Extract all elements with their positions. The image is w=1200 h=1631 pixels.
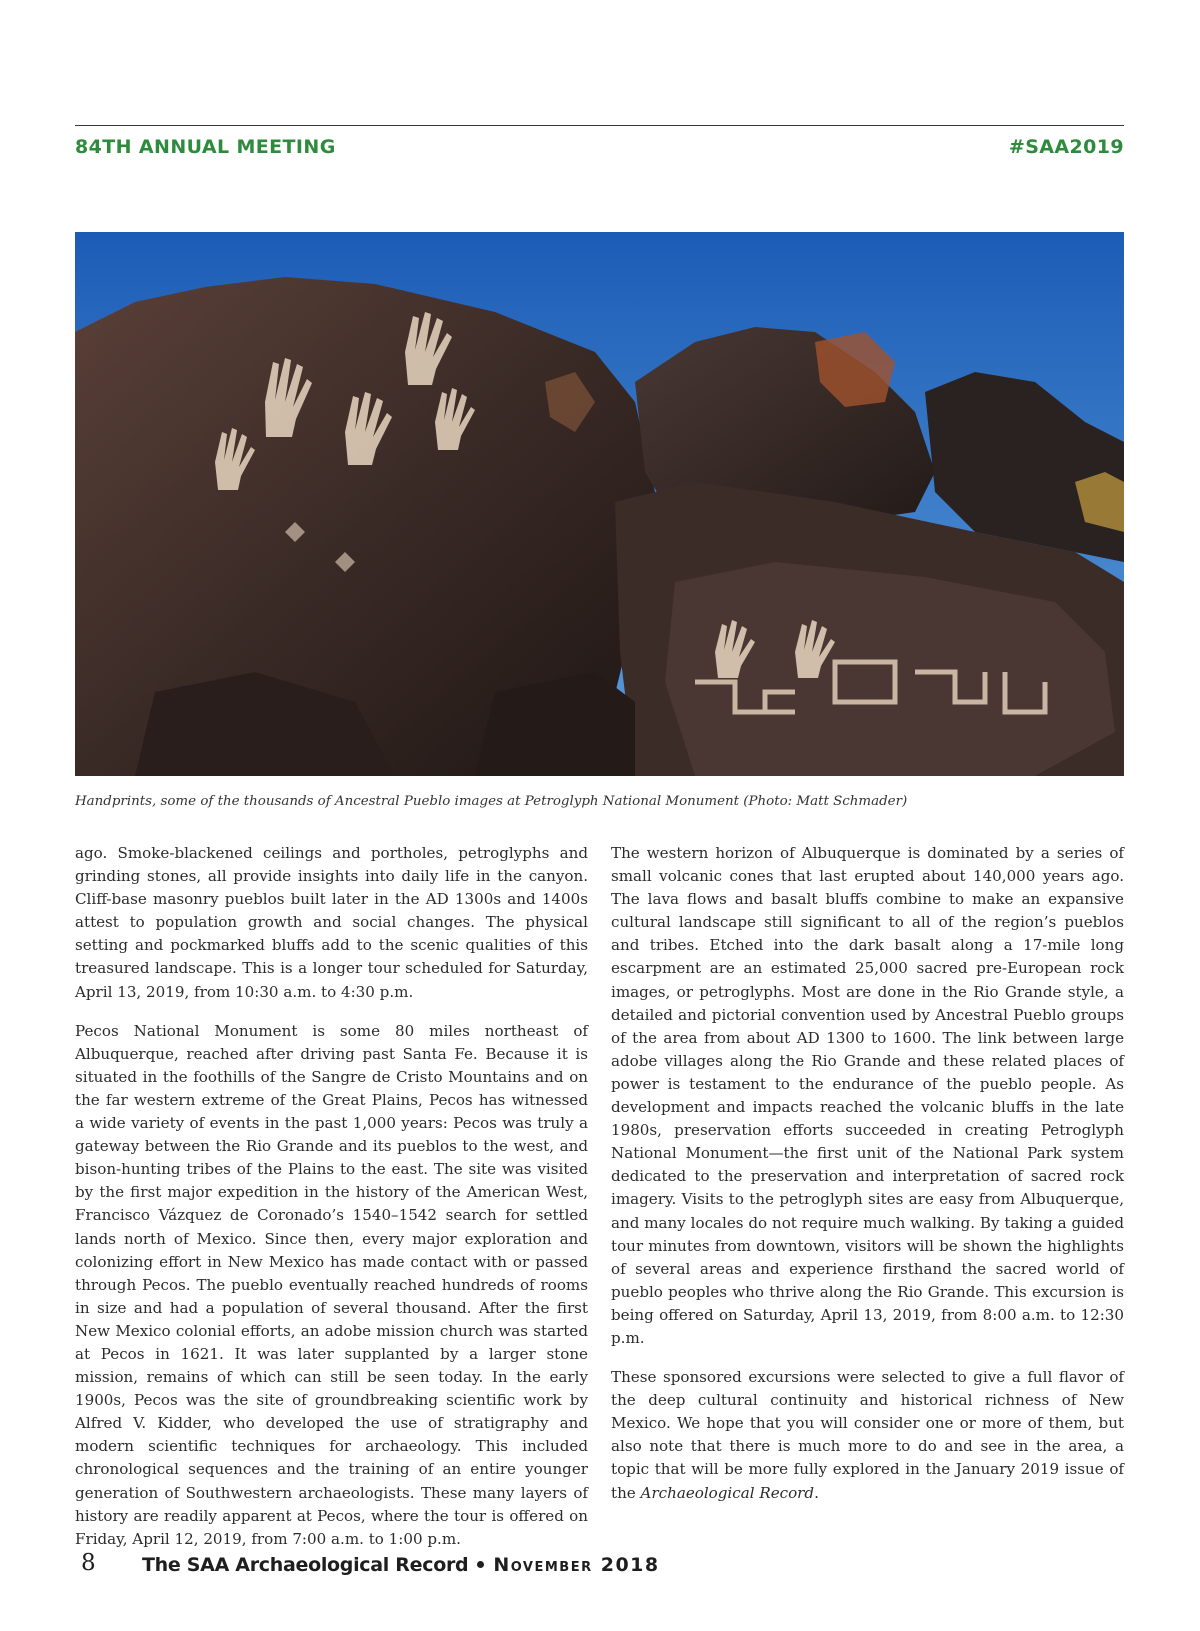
petroglyph-photo — [75, 232, 1124, 776]
footer-title — [142, 1554, 660, 1576]
journal-name: The SAA Archaeological Record — [142, 1554, 469, 1576]
paragraph-petroglyph: The western horizon of Albuquerque is dominated by a series of small volcanic cones that last erupted about 140,000 years ago. The lava flows and basalt bluffs combine to make an expansive cultural landscape still significant to all of the region’s pueblos and tribes. Etched into the dark basalt along a 17-mile long escarpment are an estimated 25,000 sacred pre-European rock images, or petroglyphs. Most are done in the Rio Grande style, a detailed and pictorial convention used by Ancestral Pueblo groups of the area from about AD 1300 to 1600. The link between large adobe villages along the Rio Grande and these related places of power is testament to the endurance of the pueblo people. As development and impacts reached the volcanic bluffs in the late 1980s, preservation efforts succeeded in creating Petroglyph National Monument—the first unit of the National Park system dedicated to the preservation and interpretation of sacred rock imagery. Visits to the petroglyph sites are easy from Albuquerque, and many locales do not require much walking. By taking a guided tour minutes from downtown, visitors will be shown the highlights of several areas and experience firsthand the sacred world of pueblo peoples who thrive along the Rio Grande. This excursion is being offered on Saturday, April 13, 2019, from 8:00 a.m. to 12:30 p.m. — [611, 844, 1124, 1347]
left-column — [75, 842, 588, 1551]
paragraph-chaco-tour: ago. Smoke-blackened ceilings and portholes, petroglyphs and grinding stones, all provide insights into daily life in the canyon. Cliff-base masonry pueblos built later in the AD 1300s and 1400s attest to population growth and social changes. The physical setting and pockmarked bluffs add to the scenic qualities of this treasured landscape. This is a longer tour scheduled for Saturday, April 13, 2019, from 10:30 a.m. to 4:30 p.m. — [75, 844, 588, 1001]
closing-period: . — [814, 1483, 819, 1502]
journal-title-italic: Archaeological Record — [640, 1483, 815, 1502]
paragraph-pecos: Pecos National Monument is some 80 miles northeast of Albuquerque, reached after driving past Santa Fe. Because it is situated in the foothills of the Sangre de Cristo Mountains and on the far western extreme of the Great Plains, Pecos has witnessed a wide variety of events in the past 1,000 years: Pecos was truly a gateway between the Rio Grande and its pueblos to the west, and bison-hunting tribes of the Plains to the east. The site was visited by the first major expedition in the history of the American West, Francisco Vázquez de Coronado’s 1540–1542 search for settled lands north of Mexico. Since then, every major exploration and colonizing effort in New Mexico has made contact with or passed through Pecos. The pueblo eventually reached hundreds of rooms in size and had a population of several thousand. After the first New Mexico colonial efforts, an adobe mission church was started at Pecos in 1621. It was later supplanted by a larger stone mission, remains of which can still be seen today. In the early 1900s, Pecos was the site of groundbreaking scientific work by Alfred V. Kidder, who developed the use of stratigraphy and modern scientific techniques for archaeology. This included chronological sequences and the training of an entire younger generation of Southwestern archaeologists. These many layers of history are readily apparent at Pecos, where the tour is offered on Friday, April 12, 2019, from 7:00 a.m. to 1:00 p.m. — [75, 1021, 588, 1548]
page-number: 8 — [81, 1550, 96, 1576]
issue-month: November 2018 — [493, 1554, 660, 1576]
hashtag: #SAA2019 — [1008, 136, 1124, 158]
header-rule — [75, 125, 1124, 126]
paragraph-closing — [611, 1366, 1124, 1505]
photo-caption: Handprints, some of the thousands of Ancestral Pueblo images at Petroglyph National Monument (Photo: Matt Schmader) — [75, 794, 908, 809]
bullet-separator — [477, 1561, 484, 1568]
meeting-title: 84TH ANNUAL MEETING — [75, 136, 336, 158]
right-column — [611, 842, 1124, 1505]
closing-text: These sponsored excursions were selected to give a full flavor of the deep cultural continuity and historical richness of New Mexico. We hope that you will consider one or more of them, but also note that there is much more to do and see in the area, a topic that will be more fully explored in the January 2019 issue of the — [611, 1368, 1124, 1502]
